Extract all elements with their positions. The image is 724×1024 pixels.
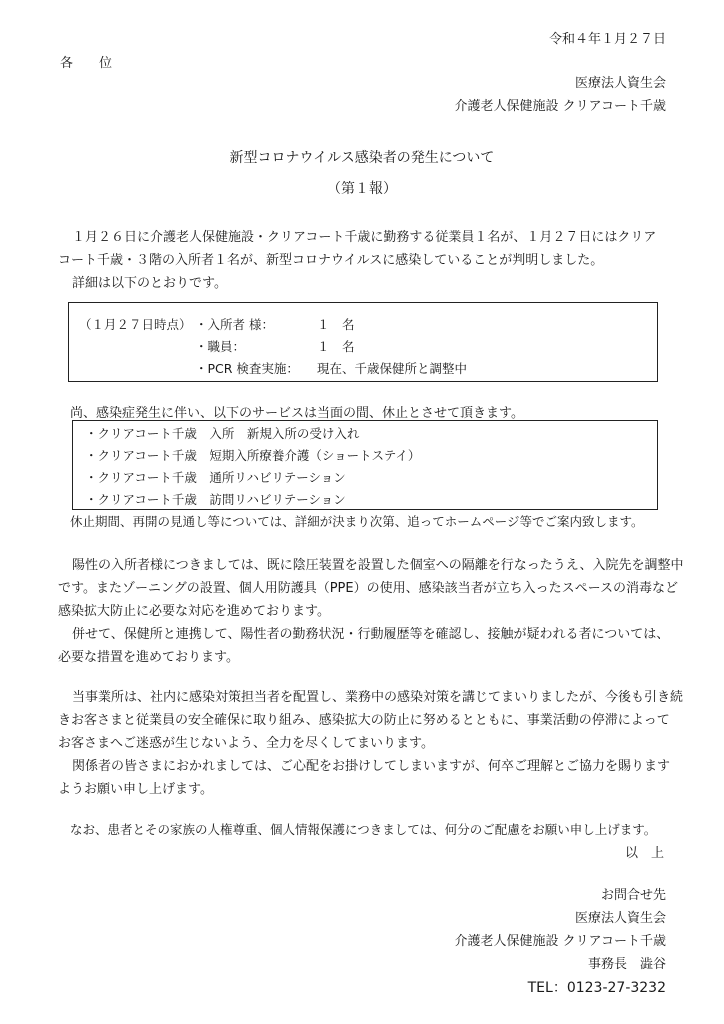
service-item-2: ・クリアコート千歳 短期入所療養介護（ショートステイ） — [85, 448, 421, 463]
contact-facility: 介護老人保健施設 クリアコート千歳 — [454, 934, 666, 949]
service-item-3: ・クリアコート千歳 通所リハビリテーション — [85, 470, 346, 485]
positive-line-4: 併せて、保健所と連携して、陽性者の勤務状況・行動履歴等を確認し、接触が疑われる者については、 — [72, 627, 670, 642]
sender-org: 医療法人資生会 — [574, 76, 666, 91]
contact-org: 医療法人資生会 — [574, 911, 666, 926]
business-line-3: お客さまへご迷惑が生じないよう、全力を尽くしてまいります。 — [58, 736, 434, 751]
intro-line-2: コート千歳・３階の入所者１名が、新型コロナウイルスに感染していることが判明しました。 — [58, 253, 604, 268]
sender-facility: 介護老人保健施設 クリアコート千歳 — [454, 99, 666, 114]
intro-line-1: １月２６日に介護老人保健施設・クリアコート千歳に勤務する従業員１名が、１月２７日にはクリア — [72, 230, 657, 245]
business-line-5: ようお願い申し上げます。 — [58, 782, 213, 797]
document-title: 新型コロナウイルス感染者の発生について — [229, 150, 495, 166]
closing: 以 上 — [624, 846, 664, 861]
status-as-of: （１月２７日時点） — [79, 317, 192, 332]
addressee: 各 位 — [60, 56, 113, 71]
status-value-pcr: 現在、千歳保健所と調整中 — [317, 361, 468, 376]
report-number: （第１報） — [327, 181, 397, 197]
status-value-staff: １ 名 — [317, 339, 355, 354]
positive-line-3: 感染拡大防止に必要な対応を進めております。 — [58, 604, 330, 619]
positive-line-2: です。またゾーニングの設置、個人用防護具（PPE）の使用、感染該当者が立ち入ったスペースの消毒など — [58, 581, 678, 596]
status-value-residents: １ 名 — [317, 317, 355, 332]
status-label-residents: ・入所者 様： — [195, 317, 274, 332]
services-box — [72, 420, 658, 510]
business-line-1: 当事業所は、社内に感染対策担当者を配置し、業務中の感染対策を講じてまいりましたが、今後も引き続 — [72, 690, 684, 705]
document-date: 令和４年１月２７日 — [548, 32, 666, 47]
business-line-2: きお客さまと従業員の安全確保に取り組み、感染拡大の防止に努めるとともに、事業活動の停滞によって — [58, 713, 670, 728]
status-label-pcr: ・PCR 検査実施： — [195, 361, 299, 376]
service-item-4: ・クリアコート千歳 訪問リハビリテーション — [85, 492, 346, 507]
status-box — [68, 302, 658, 382]
contact-person: 事務長 澁谷 — [587, 957, 666, 972]
positive-line-1: 陽性の入所者様につきましては、既に陰圧装置を設置した個室への隔離を行なったうえ、入院先を調整中 — [72, 558, 684, 573]
privacy-note: なお、患者とその家族の人権尊重、個人情報保護につきましては、何分のご配慮をお願い申し上げます。 — [70, 822, 657, 837]
business-line-4: 関係者の皆さまにおかれましては、ご心配をお掛けしてしまいますが、何卒ご理解とご協力を賜ります — [72, 759, 671, 774]
service-item-1: ・クリアコート千歳 入所 新規入所の受け入れ — [85, 426, 360, 441]
status-label-staff: ・職員： — [195, 339, 246, 354]
service-note: 尚、感染症発生に伴い、以下のサービスは当面の間、休止とさせて頂きます。 — [70, 406, 524, 421]
positive-line-5: 必要な措置を進めております。 — [58, 650, 239, 665]
contact-heading: お問合せ先 — [600, 888, 666, 903]
contact-tel: TEL：0123-27-3232 — [527, 980, 666, 996]
intro-line-3: 詳細は以下のとおりです。 — [72, 276, 227, 291]
suspension-note: 休止期間、再開の見通し等については、詳細が決まり次第、追ってホームページ等でご案内致します。 — [70, 514, 644, 529]
